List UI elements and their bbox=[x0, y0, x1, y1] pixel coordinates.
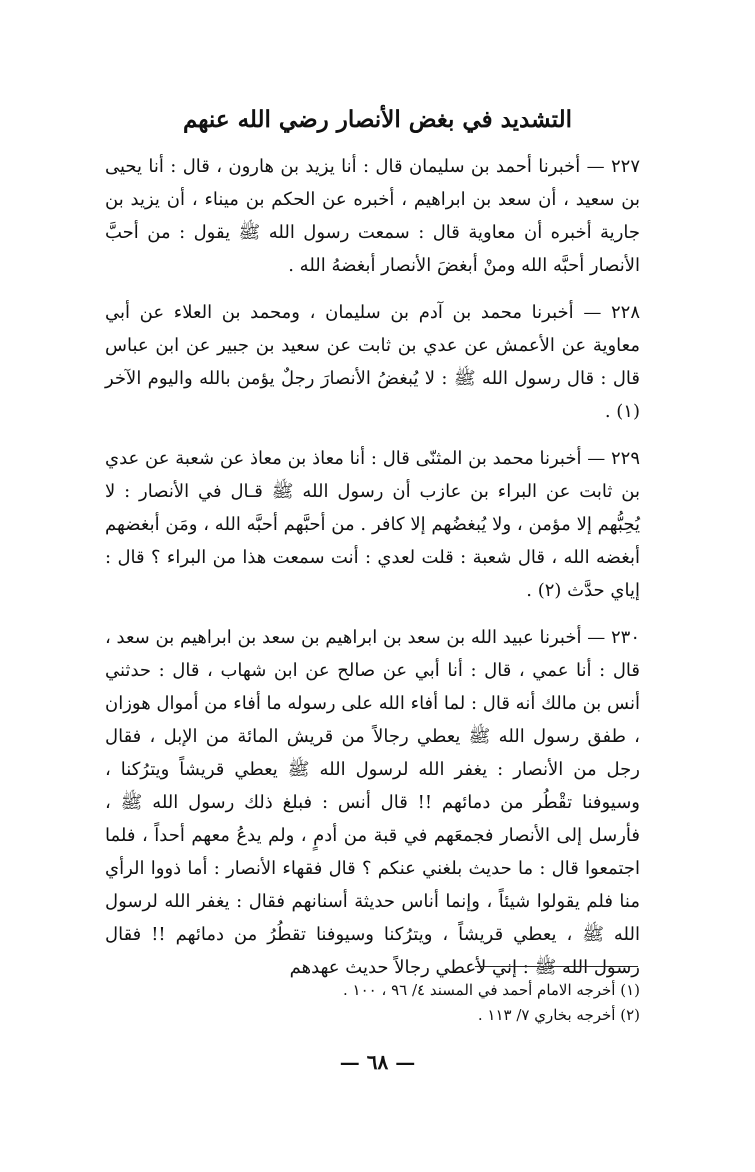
hadith-227 bbox=[105, 150, 640, 282]
footnote-divider bbox=[475, 966, 638, 967]
hadith-228 bbox=[105, 296, 640, 428]
hadith-list bbox=[105, 150, 640, 998]
hadith-text: ٢٢٩ — أخبرنا محمد بن المثنّى قال : أنا معاذ بن معاذ عن شعبة عن عدي بن ثابت عن البراء بن عازب أن رسول الله ﷺ قـال في الأنصار : لا يُحِبُّهم إلا مؤمن ، ولا يُبغضُهم إلا كافر . من أحبَّهم أحبَّه الله ، ومَن أبغضهم أبغضه الله ، قال شعبة : قلت لعدي : أنت سمعت هذا من البراء ؟ قال : إياي حدَّث (٢) . bbox=[105, 448, 640, 601]
footnote-2: (٢) أخرجه بخاري ٧/ ١١٣ . bbox=[477, 1006, 640, 1024]
page-number: — ٦٨ — bbox=[339, 1050, 416, 1074]
hadith-text: ٢٢٨ — أخبرنا محمد بن آدم بن سليمان ، ومحمد بن العلاء عن أبي معاوية عن الأعمش عن عدي بن ثابت عن سعيد بن جبير عن ابن عباس قال : قال رسول الله ﷺ : لا يُبغضُ الأنصارَ رجلٌ يؤمن بالله واليوم الآخر (١) . bbox=[105, 302, 640, 422]
hadith-229 bbox=[105, 442, 640, 607]
footnotes bbox=[105, 978, 640, 1028]
chapter-title: التشديد في بغض الأنصار رضي الله عنهم bbox=[183, 106, 572, 133]
hadith-230 bbox=[105, 621, 640, 984]
footnote-1: (١) أخرجه الامام أحمد في المسند ٤/ ٩٦ ، ١٠٠ . bbox=[342, 981, 640, 999]
hadith-text: ٢٣٠ — أخبرنا عبيد الله بن سعد بن ابراهيم بن سعد بن ابراهيم بن سعد ، قال : أنا عمي ، قال : أنا أبي عن صالح عن ابن شهاب ، قال : حدثني أنس بن مالك أنه قال : لما أفاء الله على رسوله ما أفاء من أموال هوزان ، طفق رسول الله ﷺ يعطي رجالاً من قريش المائة من الإبل ، فقال رجل من الأنصار : يغفر الله لرسول الله ﷺ يعطي قريشاً ويترُكنا ، وسيوفنا تقْطُر من دمائهم !! قال أنس : فبلغ ذلك رسول الله ﷺ ، فأرسل إلى الأنصار فجمعَهم في قبة من أدمٍ ، ولم يدعُ معهم أحداً ، فلما اجتمعوا قال : ما حديث بلغني عنكم ؟ قال فقهاء الأنصار : أما ذووا الرأي منا فلم يقولوا شيئاً ، وإنما أناس حديثة أسنانهم فقال : يغفر الله لرسول الله ﷺ ، يعطي قريشاً ، ويترُكنا وسيوفنا تقطُرُ من دمائهم !! فقال رسول الله ﷺ : إني لأعطي رجالاً حديث عهدهم bbox=[105, 627, 640, 978]
hadith-text: ٢٢٧ — أخبرنا أحمد بن سليمان قال : أنا يزيد بن هارون ، قال : أنا يحيى بن سعيد ، أن سعد بن ابراهيم ، أخبره عن الحكم بن ميناء ، أن يزيد بن جارية أخبره أن معاوية قال : سمعت رسول الله ﷺ يقول : من أحبَّ الأنصار أحبَّه الله ومنْ أبغضَ الأنصار أبغضهُ الله . bbox=[105, 156, 640, 276]
